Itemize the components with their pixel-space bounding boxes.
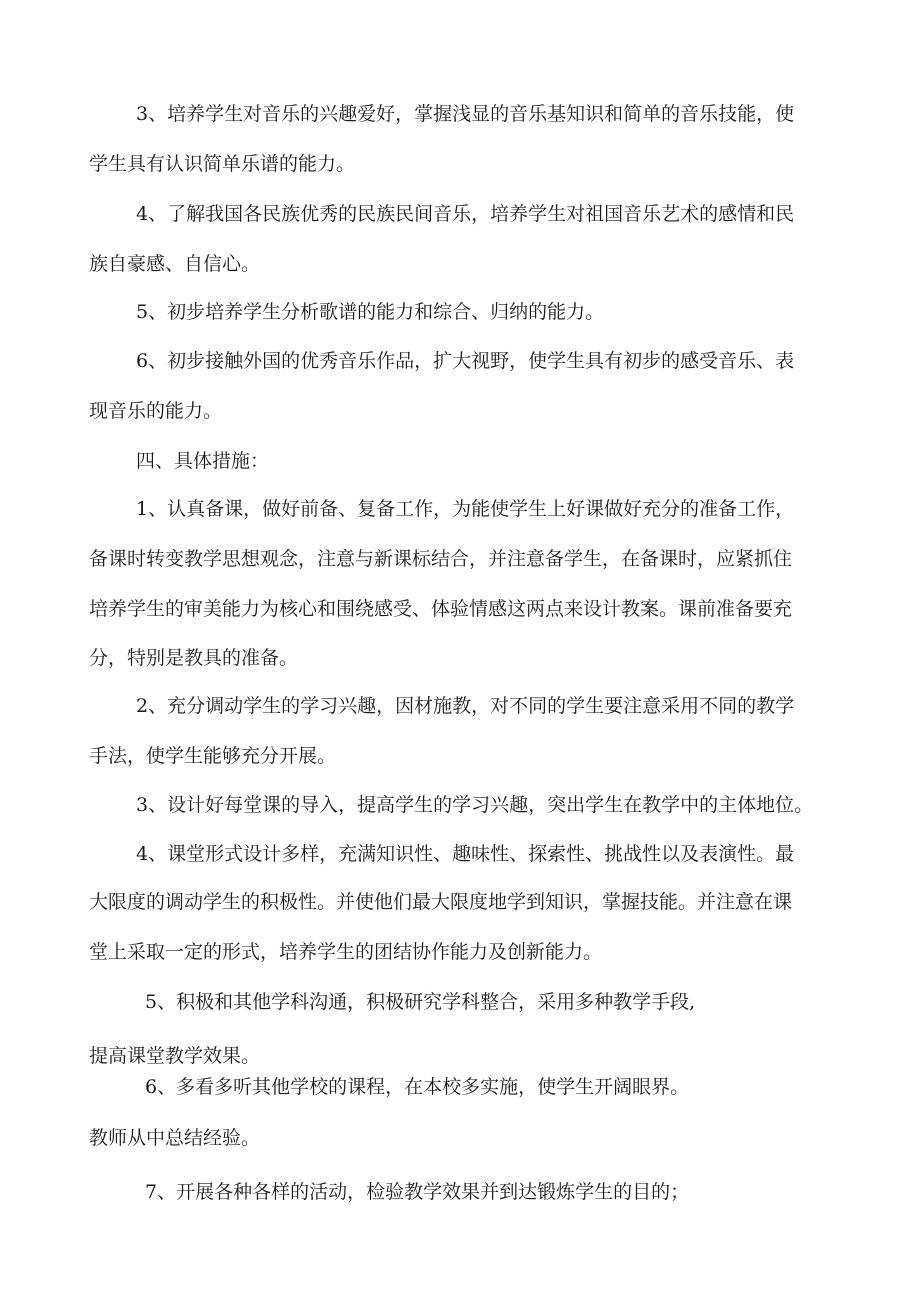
text-line: 提高课堂教学效果。 [89, 1045, 261, 1067]
text-line: 族自豪感、自信心。 [89, 253, 261, 275]
text-line: 7、开展各种各样的活动，检验教学效果并到达锻炼学生的目的； [145, 1181, 690, 1203]
text-line: 5、初步培养学生分析歌谱的能力和综合、归纳的能力。 [136, 301, 605, 323]
text-line: 学生具有认识简单乐谱的能力。 [89, 153, 356, 175]
text-line: 大限度的调动学生的积极性。并使他们最大限度地学到知识，掌握技能。并注意在课 [89, 891, 793, 913]
text-line: 分，特别是教具的准备。 [89, 647, 299, 669]
text-line: 4、了解我国各民族优秀的民族民间音乐，培养学生对祖国音乐艺术的感情和民 [136, 203, 795, 225]
text-line: 备课时转变教学思想观念，注意与新课标结合，并注意备学生，在备课时，应紧抓住 [89, 548, 793, 570]
text-line: 教师从中总结经验。 [89, 1127, 261, 1149]
text-line: 4、课堂形式设计多样，充满知识性、趣味性、探索性、挑战性以及表演性。最 [136, 843, 795, 865]
text-line: 1、认真备课，做好前备、复备工作，为能使学生上好课做好充分的准备工作， [136, 498, 795, 520]
text-line: 6、初步接触外国的优秀音乐作品，扩大视野，使学生具有初步的感受音乐、表 [136, 350, 795, 372]
text-line: 现音乐的能力。 [89, 400, 223, 422]
text-line: 2、充分调动学生的学习兴趣，因材施教，对不同的学生要注意采用不同的教学 [136, 695, 795, 717]
text-line: 6、多看多听其他学校的课程，在本校多实施，使学生开阔眼界。 [145, 1076, 690, 1098]
text-line: 3、培养学生对音乐的兴趣爱好，掌握浅显的音乐基知识和简单的音乐技能，使 [136, 103, 795, 125]
text-line: 堂上采取一定的形式，培养学生的团结协作能力及创新能力。 [89, 941, 603, 963]
text-line: 培养学生的审美能力为核心和围绕感受、体验情感这两点来设计教案。课前准备要充 [89, 598, 793, 620]
text-line: 5、积极和其他学科沟通，积极研究学科整合，采用多种教学手段, [145, 991, 696, 1013]
section-heading: 四、具体措施： [136, 450, 270, 472]
text-line: 手法，使学生能够充分开展。 [89, 745, 337, 767]
text-line: 3、设计好每堂课的导入，提高学生的学习兴趣，突出学生在教学中的主体地位。 [136, 794, 814, 816]
